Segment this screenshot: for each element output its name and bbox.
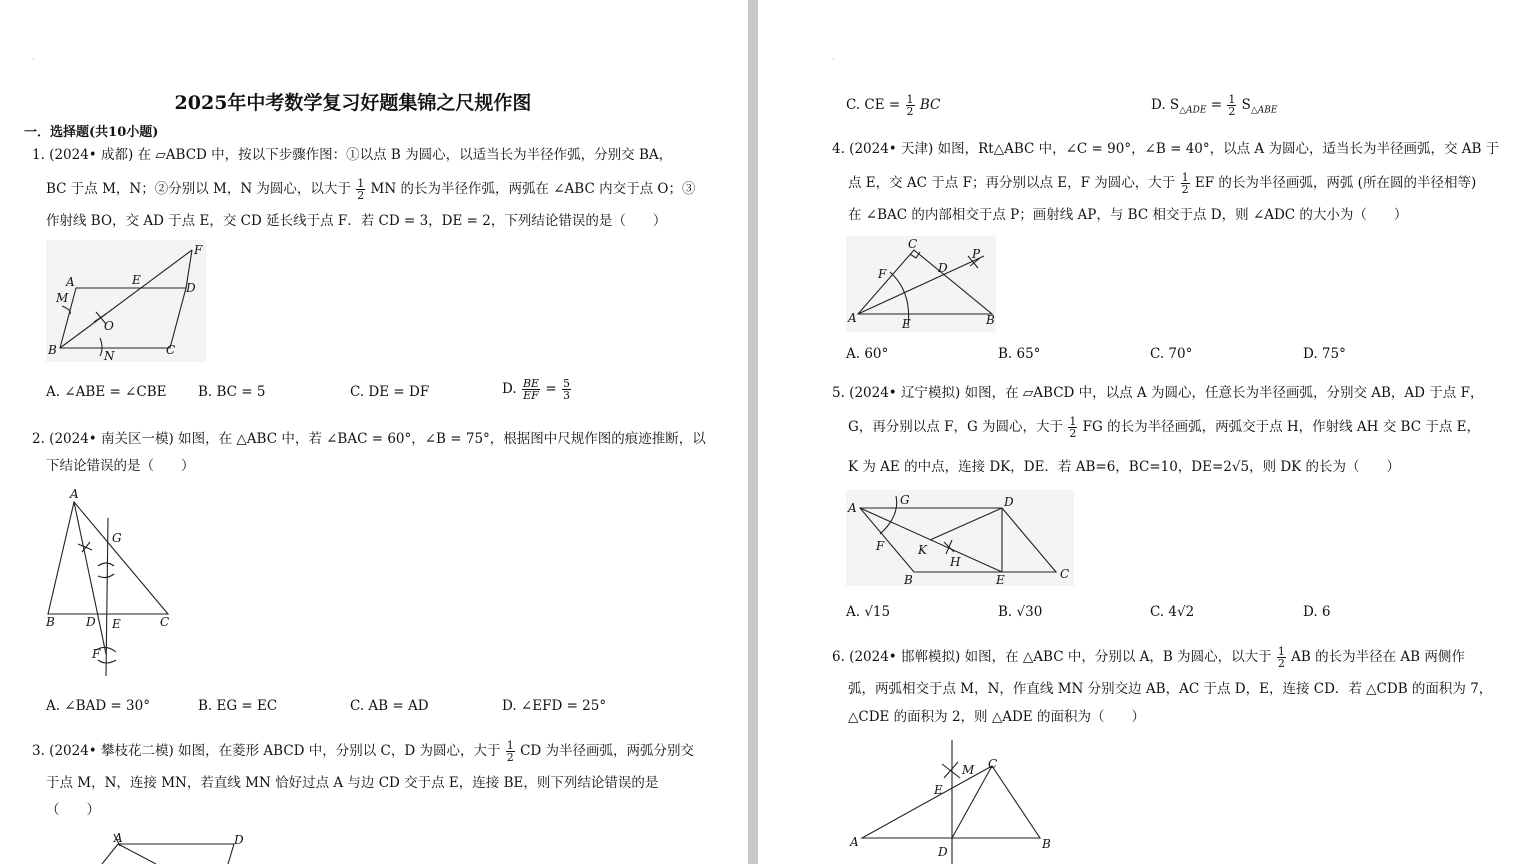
label-h: H: [950, 555, 961, 569]
label-b: B: [904, 573, 913, 587]
label-f: F: [194, 243, 203, 257]
q1-line1: 1. (2024• 成都) 在 ▱ABCD 中，按以下步骤作图：①以点 B 为圆心，以适当长为半径作弧，分别交 BA，: [32, 147, 673, 163]
q1-option-d-label: D.: [502, 381, 517, 397]
label-d: D: [938, 261, 948, 275]
fraction-half: $\frac{1}{2}$: [1181, 171, 1189, 196]
q5-figure: [846, 490, 1074, 586]
q3-line3: （ ）: [46, 802, 100, 818]
label-g: G: [112, 531, 122, 545]
q2-option-d: D. ∠EFD = 25°: [502, 698, 607, 714]
fraction-half: $\frac{1}{2}$: [357, 177, 365, 202]
q2-option-a: A. ∠BAD = 30°: [46, 698, 150, 714]
label-a: A: [70, 487, 79, 501]
q3-option-c: [846, 94, 940, 117]
q3-option-c-label: C. CE =: [846, 97, 901, 113]
page-gutter: [748, 0, 758, 864]
label-c: C: [908, 237, 918, 251]
q5-line2: [848, 416, 1480, 439]
q6-line2: 弧，两弧相交于点 M，N，作直线 MN 分别交边 AB，AC 于点 D，E，连接 CD．若 △CDB 的面积为 7，: [848, 681, 1493, 697]
q5-line2-part-b: FG 的长为半径画弧，两弧交于点 H，作射线 AH 交 BC 于点 E，: [1082, 419, 1480, 435]
page-mark: ·: [32, 55, 35, 64]
label-p: P: [972, 247, 981, 261]
q3-figure: [96, 830, 256, 864]
q6-line1: [832, 646, 1465, 669]
label-d: D: [1004, 495, 1014, 509]
q5-option-b: B. √30: [998, 604, 1043, 620]
q3-line1-part-a: 3. (2024• 攀枝花二模) 如图，在菱形 ABCD 中，分别以 C，D 为圆心，大于: [32, 743, 501, 759]
q2-figure: [40, 484, 180, 680]
q3-option-d-label: D. S: [1151, 97, 1180, 113]
label-f: F: [92, 647, 101, 661]
q1-option-d: D. $\frac{BE}{EF}$ = $\frac{5}{3}$: [502, 377, 570, 402]
page-mark: ·: [832, 55, 835, 64]
fraction-half: $\frac{1}{2}$: [1277, 645, 1285, 670]
label-o: O: [104, 319, 114, 333]
label-d: D: [86, 615, 96, 629]
q4-line3: 在 ∠BAC 的内部相交于点 P；画射线 AP，与 BC 相交于点 D，则 ∠ADC 的大小为（ ）: [848, 207, 1408, 223]
line-ad: [74, 502, 106, 654]
document-title: 2025年中考数学复习好题集锦之尺规作图: [174, 92, 532, 114]
q5-line3: K 为 AE 的中点，连接 DK，DE．若 AB=6，BC=10，DE=2√5，则 DK 的长为（ ）: [848, 459, 1401, 475]
q3-line2: 于点 M，N，连接 MN，若直线 MN 恰好过点 A 与边 CD 交于点 E，连接 BE，则下列结论错误的是: [46, 775, 659, 791]
label-a: A: [850, 835, 859, 849]
q4-line2-part-b: EF 的长为半径画弧，两弧 (所在圆的半径相等): [1194, 175, 1477, 191]
q1-line3: 作射线 BO，交 AD 于点 E，交 CD 延长线于点 F．若 CD = 3，DE = 2，下列结论错误的是（ ）: [46, 213, 667, 229]
q4-option-b: B. 65°: [998, 346, 1041, 362]
q2-option-b: B. EG = EC: [198, 698, 278, 714]
page-left: [0, 0, 748, 864]
label-a: A: [848, 501, 857, 515]
label-e: E: [902, 317, 911, 331]
q5-line1: 5. (2024• 辽宁模拟) 如图，在 ▱ABCD 中，以点 A 为圆心，任意长为半径画弧，分别交 AB，AD 于点 F，: [832, 385, 1484, 401]
q1-line2-part-b: MN 的长为半径作弧，两弧在 ∠ABC 内交于点 O；③: [370, 181, 696, 197]
label-b: B: [48, 343, 57, 357]
label-m: M: [56, 291, 69, 305]
q3-option-c-rhs: BC: [919, 97, 941, 113]
label-b: B: [986, 313, 995, 327]
label-g: G: [900, 493, 910, 507]
q4-line2-part-a: 点 E，交 AC 于点 F；再分别以点 E，F 为圆心，大于: [848, 175, 1176, 191]
q5-option-c: C. 4√2: [1150, 604, 1195, 620]
q6-line1-part-b: AB 的长为半径在 AB 两侧作: [1291, 649, 1465, 665]
side-dc: [228, 844, 234, 864]
page-right: [758, 0, 1539, 864]
label-f: F: [878, 267, 887, 281]
fraction-5-3: $\frac{5}{3}$: [562, 377, 570, 402]
q5-option-a: A. √15: [846, 604, 891, 620]
q1-line2: [46, 178, 695, 201]
label-d: D: [938, 845, 948, 859]
label-a: A: [66, 275, 75, 289]
fraction-half: $\frac{1}{2}$: [506, 739, 514, 764]
q3-option-d-sub2: △ABE: [1250, 105, 1278, 116]
q4-figure: [846, 236, 996, 332]
fraction-half: $\frac{1}{2}$: [1069, 415, 1077, 440]
label-n: N: [104, 349, 115, 363]
q1-option-b: B. BC = 5: [198, 384, 266, 400]
q5-line2-part-a: G，再分别以点 F，G 为圆心，大于: [848, 419, 1064, 435]
label-c: C: [166, 343, 176, 357]
fraction-half: $\frac{1}{2}$: [906, 93, 914, 118]
label-a: A: [848, 311, 857, 325]
q5-option-d: D. 6: [1303, 604, 1331, 620]
q3-line1: [32, 740, 694, 763]
q4-option-c: C. 70°: [1150, 346, 1193, 362]
q3-option-d: [1151, 94, 1277, 117]
label-a: A: [114, 831, 123, 845]
arc-mark-1: [78, 542, 92, 552]
q1-option-c: C. DE = DF: [350, 384, 430, 400]
q6-line1-part-a: 6. (2024• 邯郸模拟) 如图，在 △ABC 中，分别以 A，B 为圆心，以大于: [832, 649, 1272, 665]
q3-option-d-eq: =: [1210, 97, 1227, 113]
q3-option-d-sub1: △ADE: [1179, 105, 1207, 116]
label-m: M: [962, 763, 975, 777]
label-c: C: [1060, 567, 1070, 581]
label-e: E: [996, 573, 1005, 587]
label-d: D: [234, 833, 244, 847]
fraction-be-ef: $\frac{BE}{EF}$: [522, 377, 540, 402]
label-e: E: [112, 617, 121, 631]
q4-option-a: A. 60°: [846, 346, 889, 362]
q2-option-c: C. AB = AD: [350, 698, 429, 714]
label-k: K: [918, 543, 927, 557]
q2-line2: 下结论错误的是（ ）: [46, 458, 195, 474]
q6-line3: △CDE 的面积为 2，则 △ADE 的面积为（ ）: [848, 709, 1145, 725]
fraction-half: $\frac{1}{2}$: [1228, 93, 1236, 118]
side-ab: [102, 844, 118, 864]
q4-option-d: D. 75°: [1303, 346, 1346, 362]
label-b: B: [1042, 837, 1051, 851]
q3-line1-part-b: CD 为半径画弧，两弧分别交: [520, 743, 695, 759]
q4-line2: [848, 172, 1476, 195]
arc-mark-2: [98, 563, 114, 578]
label-f: F: [876, 539, 885, 553]
section-heading: 一．选择题(共10小题): [24, 125, 159, 140]
triangle-abc: [862, 766, 1040, 838]
line-ae: [118, 844, 156, 864]
label-b: B: [46, 615, 55, 629]
q2-line1: 2. (2024• 南关区一模) 如图，在 △ABC 中，若 ∠BAC = 60°，∠B = 75°，根据图中尺规作图的痕迹推断，以: [32, 431, 706, 447]
label-c: C: [988, 757, 998, 771]
label-d: D: [186, 281, 196, 295]
label-c: C: [160, 615, 170, 629]
arc-m: [942, 762, 960, 778]
q3-option-d-s: S: [1241, 97, 1251, 113]
q1-line2-part-a: BC 于点 M，N；②分别以 M，N 为圆心，以大于: [46, 181, 351, 197]
q1-figure: [46, 240, 206, 362]
q4-line1: 4. (2024• 天津) 如图，Rt△ABC 中，∠C = 90°，∠B = 40°，以点 A 为圆心，适当长为半径画弧，交 AB 于: [832, 141, 1500, 157]
q6-figure: [846, 738, 1066, 864]
label-e: E: [934, 783, 943, 797]
label-e: E: [132, 273, 141, 287]
q1-option-a: A. ∠ABE = ∠CBE: [46, 384, 167, 400]
